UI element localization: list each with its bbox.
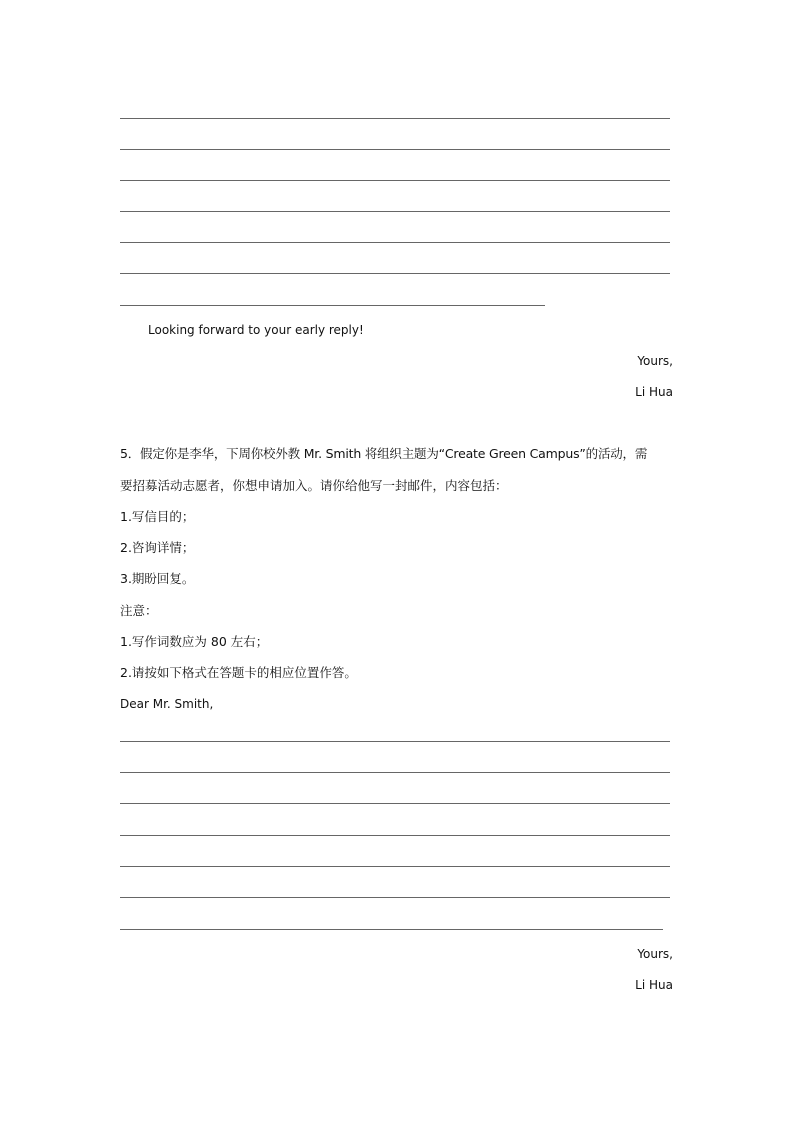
closing-line: Looking forward to your early reply! [148, 323, 364, 337]
writing-line [120, 242, 670, 243]
prompt-line-2: 要招募活动志愿者，你想申请加入。请你给他写一封邮件，内容包括： [120, 478, 508, 493]
writing-line [120, 835, 670, 836]
signoff-2: Yours, [637, 947, 673, 961]
signature: Li Hua [635, 385, 673, 399]
prompt-line-1: 5．假定你是李华，下周你校外教 Mr. Smith 将组织主题为“Create Green Campus”的活动，需 [120, 446, 648, 461]
writing-line [120, 118, 670, 119]
greeting: Dear Mr. Smith, [120, 697, 214, 711]
note-label: 注意： [120, 603, 158, 618]
requirement-item-3: 3.期盼回复。 [120, 571, 195, 586]
signoff: Yours, [637, 354, 673, 368]
question-prompt [120, 446, 676, 462]
note-item-1: 1.写作词数应为 80 左右； [120, 634, 269, 649]
requirement-item-2: 2.咨询详情； [120, 540, 195, 555]
writing-line [120, 741, 670, 742]
signature-2: Li Hua [635, 978, 673, 992]
writing-line [120, 866, 670, 867]
writing-line [120, 180, 670, 181]
writing-line [120, 803, 670, 804]
writing-line [120, 305, 545, 306]
writing-line [120, 211, 670, 212]
writing-line [120, 149, 670, 150]
writing-line [120, 897, 670, 898]
note-item-2: 2.请按如下格式在答题卡的相应位置作答。 [120, 665, 357, 680]
writing-line [120, 273, 670, 274]
writing-line [120, 772, 670, 773]
requirement-item-1: 1.写信目的； [120, 509, 195, 524]
writing-line [120, 929, 663, 930]
